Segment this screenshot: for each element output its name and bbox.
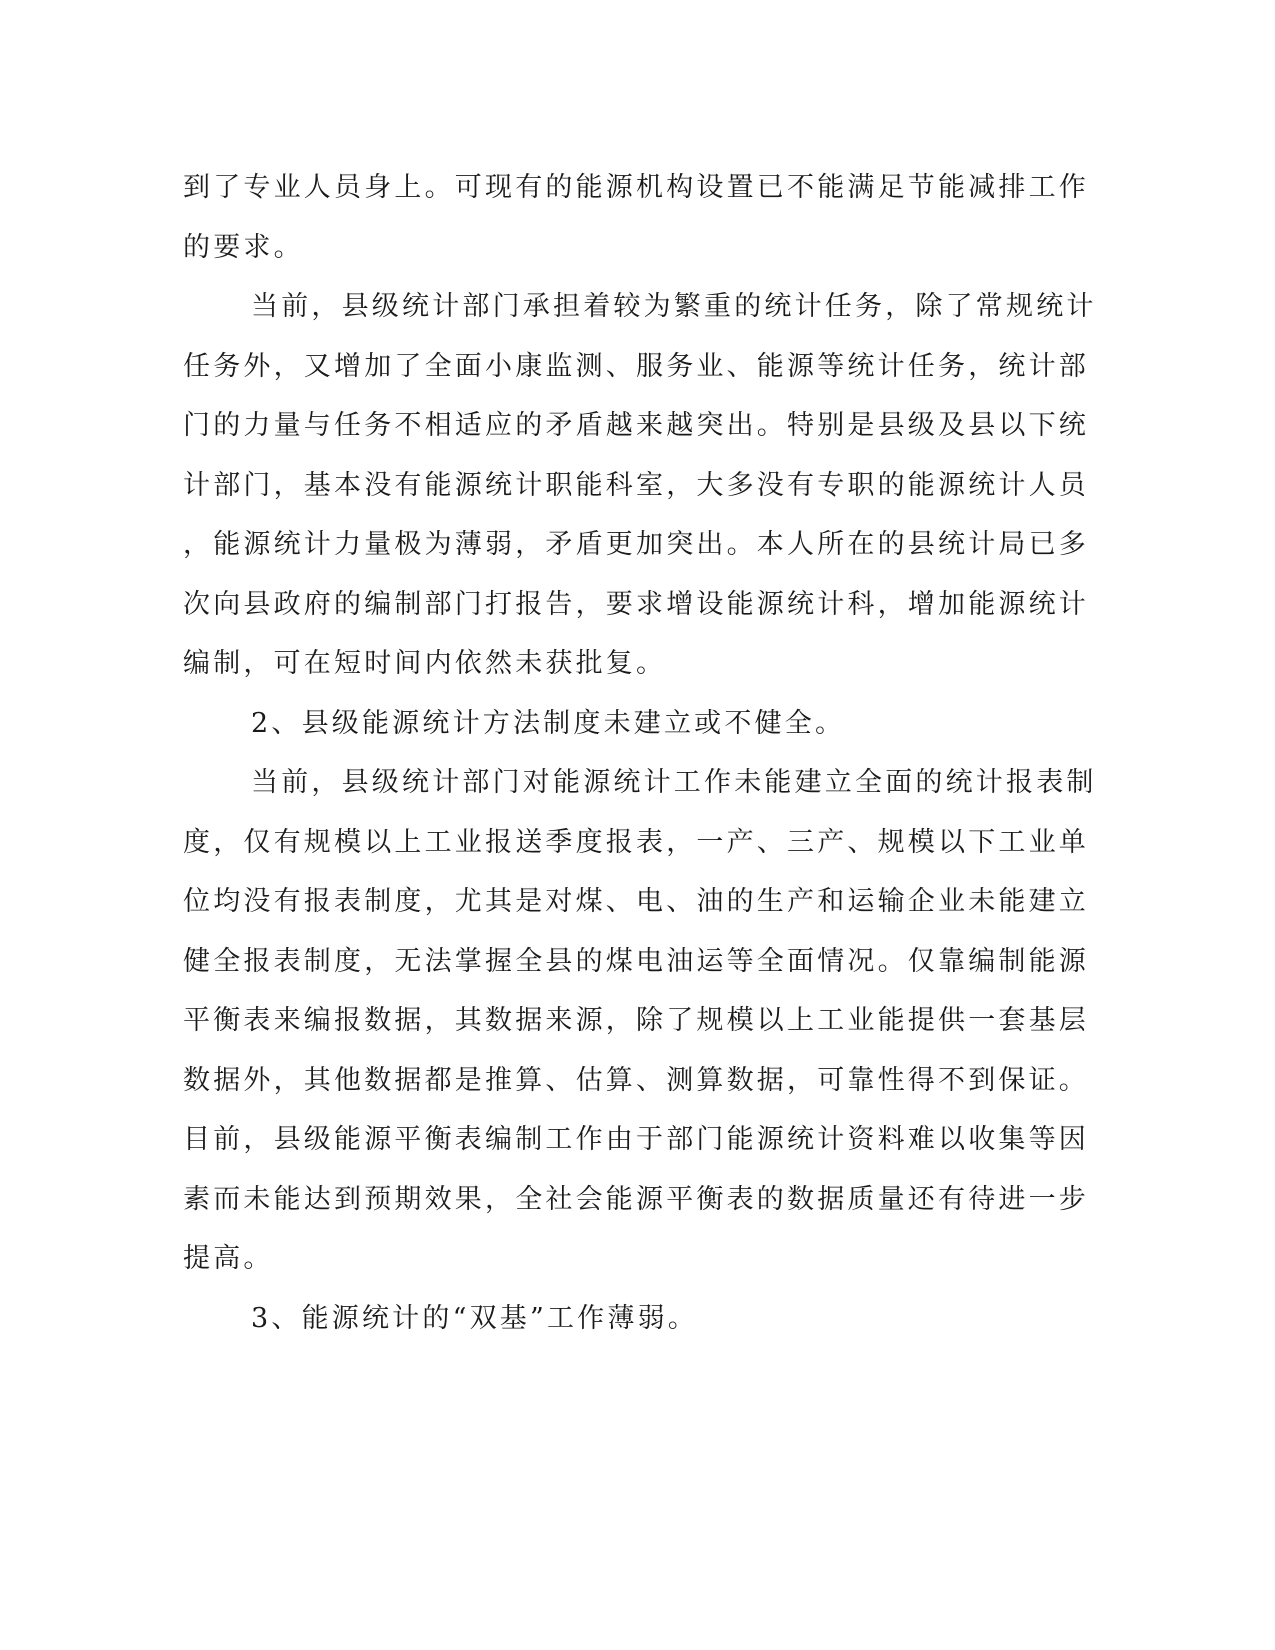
paragraph-start-line: 当前，县级统计部门对能源统计工作未能建立全面的统计报表制 (251, 767, 1097, 798)
document-body (183, 158, 1097, 1348)
text-line: 平衡表来编报数据，其数据来源，除了规模以上工业能提供一套基层 (183, 1005, 1089, 1036)
text-line: ，能源统计力量极为薄弱，矛盾更加突出。本人所在的县统计局已多 (183, 529, 1089, 560)
text-line: 提高。 (183, 1243, 274, 1274)
text-line: 任务外，又增加了全面小康监测、服务业、能源等统计任务，统计部 (183, 350, 1089, 382)
text-line: 门的力量与任务不相适应的矛盾越来越突出。特别是县级及县以下统 (183, 410, 1089, 441)
text-line: 健全报表制度，无法掌握全县的煤电油运等全面情况。仅靠编制能源 (183, 945, 1089, 977)
text-line: 的要求。 (183, 231, 304, 263)
text-line: 计部门，基本没有能源统计职能科室，大多没有专职的能源统计人员 (183, 469, 1089, 501)
section-heading-3: 3、能源统计的“双基”工作薄弱。 (251, 1302, 698, 1334)
text-line: 素而未能达到预期效果，全社会能源平衡表的数据质量还有待进一步 (183, 1183, 1089, 1215)
text-line: 到了专业人员身上。可现有的能源机构设置已不能满足节能减排工作 (183, 172, 1089, 203)
section-heading-2: 2、县级能源统计方法制度未建立或不健全。 (251, 707, 846, 739)
text-line: 位均没有报表制度，尤其是对煤、电、油的生产和运输企业未能建立 (183, 886, 1089, 917)
text-line: 次向县政府的编制部门打报告，要求增设能源统计科，增加能源统计 (183, 588, 1089, 620)
text-line: 目前，县级能源平衡表编制工作由于部门能源统计资料难以收集等因 (183, 1124, 1089, 1155)
paragraph-start-line: 当前，县级统计部门承担着较为繁重的统计任务，除了常规统计 (251, 291, 1097, 322)
text-line: 度，仅有规模以上工业报送季度报表，一产、三产、规模以下工业单 (183, 826, 1089, 858)
text-line: 编制，可在短时间内依然未获批复。 (183, 648, 667, 679)
text-line: 数据外，其他数据都是推算、估算、测算数据，可靠性得不到保证。 (183, 1064, 1089, 1096)
